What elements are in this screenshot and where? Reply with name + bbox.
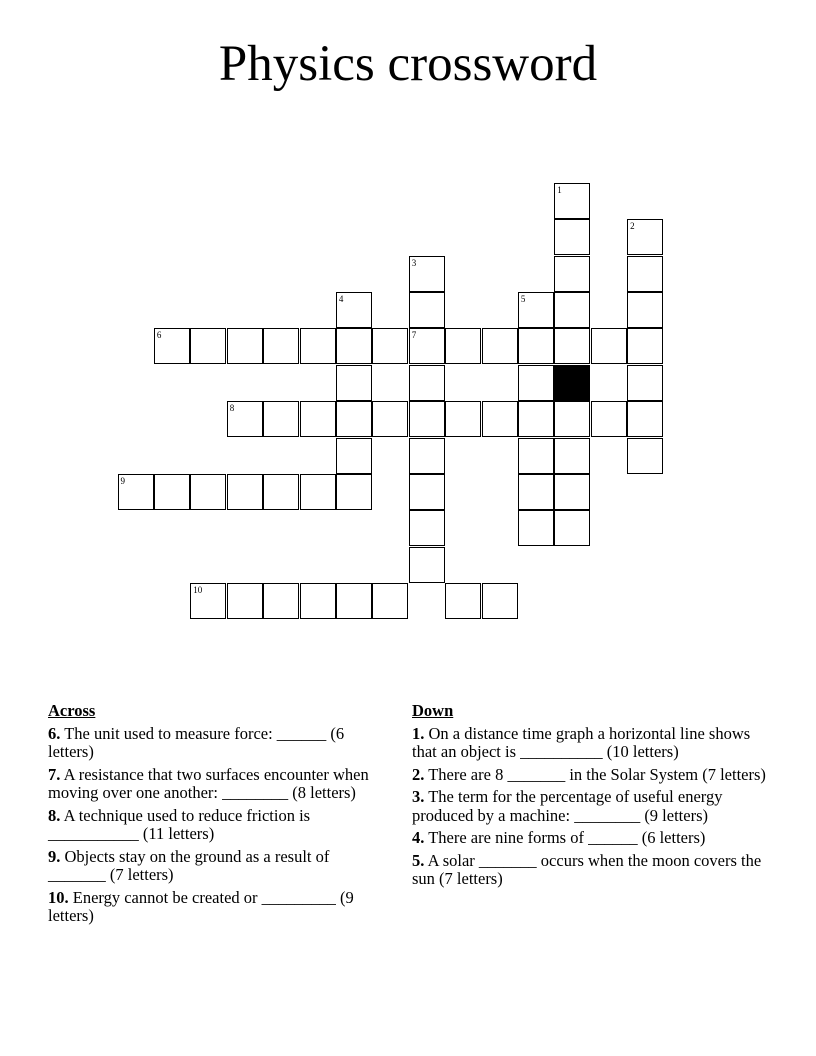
grid-cell[interactable]	[227, 583, 263, 619]
grid-cell[interactable]	[627, 219, 663, 255]
grid-cell[interactable]	[300, 474, 336, 510]
grid-cell[interactable]	[409, 474, 445, 510]
grid-cell[interactable]	[409, 547, 445, 583]
grid-cell[interactable]	[227, 401, 263, 437]
grid-cell[interactable]	[627, 328, 663, 364]
clue-item	[48, 807, 388, 844]
grid-cell[interactable]	[518, 438, 554, 474]
grid-cell[interactable]	[372, 401, 408, 437]
clue-text: On a distance time graph a horizontal line shows that an object is __________ (10 letters)	[412, 723, 751, 761]
across-heading: Across	[48, 701, 96, 720]
grid-cell[interactable]	[300, 583, 336, 619]
grid-cell[interactable]	[445, 401, 481, 437]
grid-cell[interactable]	[336, 474, 372, 510]
grid-cell[interactable]	[518, 292, 554, 328]
grid-cell[interactable]	[190, 474, 226, 510]
clue-number-label: 10.	[48, 887, 69, 907]
clue-item	[412, 788, 772, 825]
grid-cell[interactable]	[482, 328, 518, 364]
grid-cell[interactable]	[554, 219, 590, 255]
clue-number: 10	[193, 585, 203, 596]
grid-cell[interactable]	[591, 328, 627, 364]
clue-item	[412, 766, 772, 785]
grid-cell[interactable]	[263, 583, 299, 619]
clue-item	[48, 848, 388, 885]
grid-cell[interactable]	[263, 401, 299, 437]
clue-text: A solar _______ occurs when the moon covers the sun (7 letters)	[412, 850, 762, 888]
grid-cell[interactable]	[336, 438, 372, 474]
grid-cell[interactable]	[409, 401, 445, 437]
grid-cell[interactable]	[300, 328, 336, 364]
grid-cell[interactable]	[554, 510, 590, 546]
grid-cell[interactable]	[627, 401, 663, 437]
clue-number-label: 8.	[48, 805, 61, 825]
grid-cell[interactable]	[554, 474, 590, 510]
grid-cell[interactable]	[227, 474, 263, 510]
clue-number: 7	[411, 330, 417, 341]
grid-cell[interactable]	[190, 328, 226, 364]
grid-cell[interactable]	[300, 401, 336, 437]
page-title: Physics crossword	[218, 36, 598, 92]
clue-item	[412, 725, 772, 762]
grid-cell[interactable]	[445, 583, 481, 619]
grid-cell[interactable]	[627, 438, 663, 474]
grid-cell[interactable]	[227, 328, 263, 364]
grid-cell[interactable]	[554, 438, 590, 474]
grid-cell[interactable]	[518, 365, 554, 401]
clue-item	[48, 889, 388, 926]
clue-number-label: 2.	[412, 764, 425, 784]
grid-cell[interactable]	[372, 328, 408, 364]
clue-text: The term for the percentage of useful energy produced by a machine: ________ (9 letters)	[412, 787, 723, 825]
grid-cell[interactable]	[336, 401, 372, 437]
clue-text: The unit used to measure force: ______ (6 letters)	[48, 723, 345, 761]
clue-number: 2	[630, 221, 635, 232]
grid-cell[interactable]	[409, 292, 445, 328]
grid-cell[interactable]	[482, 401, 518, 437]
clue-text: Energy cannot be created or _________ (9 letters)	[48, 887, 354, 925]
grid-black-cell	[554, 365, 590, 401]
clue-text: Objects stay on the ground as a result of _______ (7 letters)	[48, 846, 330, 884]
clue-number-label: 4.	[412, 828, 425, 847]
down-clues	[412, 702, 772, 893]
down-heading: Down	[412, 701, 454, 720]
grid-cell[interactable]	[445, 328, 481, 364]
clue-number-label: 3.	[412, 787, 425, 806]
clue-number: 6	[156, 330, 162, 341]
clue-number-label: 9.	[48, 846, 61, 866]
grid-cell[interactable]	[518, 510, 554, 546]
clue-item	[48, 766, 388, 803]
grid-cell[interactable]	[190, 583, 226, 619]
clue-item	[48, 725, 388, 762]
grid-cell[interactable]	[409, 438, 445, 474]
grid-cell[interactable]	[591, 401, 627, 437]
grid-cell[interactable]	[627, 292, 663, 328]
clue-number-label: 5.	[412, 850, 425, 870]
grid-cell[interactable]	[409, 328, 445, 364]
clue-number-label: 1.	[412, 723, 425, 743]
grid-cell[interactable]	[518, 474, 554, 510]
grid-cell[interactable]	[336, 328, 372, 364]
grid-cell[interactable]	[336, 365, 372, 401]
grid-cell[interactable]	[154, 328, 190, 364]
clue-number: 1	[557, 184, 562, 195]
grid-cell[interactable]	[409, 365, 445, 401]
grid-cell[interactable]	[263, 328, 299, 364]
clue-number-label: 6.	[48, 723, 61, 743]
grid-cell[interactable]	[336, 292, 372, 328]
grid-cell[interactable]	[627, 256, 663, 292]
clue-text: There are nine forms of ______ (6 letters)	[428, 828, 706, 847]
grid-cell[interactable]	[554, 256, 590, 292]
clue-item	[412, 852, 772, 889]
clue-item	[412, 829, 772, 848]
grid-cell[interactable]	[482, 583, 518, 619]
grid-cell[interactable]	[554, 401, 590, 437]
clue-text: A technique used to reduce friction is ___________ (11 letters)	[48, 805, 311, 843]
grid-cell[interactable]	[409, 510, 445, 546]
grid-cell[interactable]	[627, 365, 663, 401]
grid-cell[interactable]	[554, 292, 590, 328]
grid-cell[interactable]	[554, 328, 590, 364]
grid-cell[interactable]	[518, 328, 554, 364]
clue-number: 9	[120, 476, 125, 486]
grid-cell[interactable]	[118, 474, 154, 510]
grid-cell[interactable]	[554, 183, 590, 219]
grid-cell[interactable]	[336, 583, 372, 619]
clue-number-label: 7.	[48, 764, 61, 784]
grid-cell[interactable]	[372, 583, 408, 619]
grid-cell[interactable]	[518, 401, 554, 437]
grid-cell[interactable]	[409, 256, 445, 292]
clue-number: 4	[338, 294, 344, 304]
clue-text: There are 8 _______ in the Solar System (7 letters)	[428, 764, 766, 784]
clue-text: A resistance that two surfaces encounter when moving over one another: ________ (8 letters)	[48, 764, 369, 802]
grid-cell[interactable]	[154, 474, 190, 510]
grid-cell[interactable]	[263, 474, 299, 510]
clue-number: 5	[520, 294, 526, 304]
across-clues	[48, 702, 388, 930]
clue-number: 3	[411, 257, 417, 268]
clue-number: 8	[229, 403, 235, 414]
